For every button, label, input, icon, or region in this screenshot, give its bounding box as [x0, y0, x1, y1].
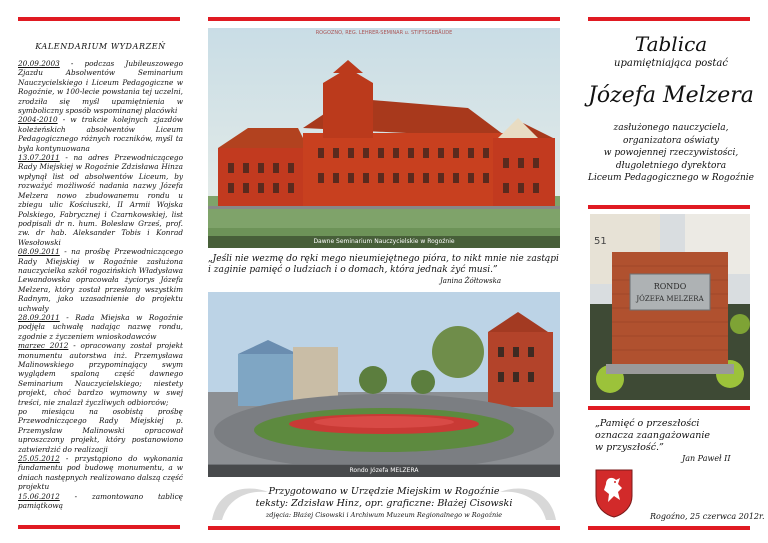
calendar-entry: po miesiącu na osobistą prośbę Przewodniczącego Rady Miejskiej p. Przemysław Malinowski opracował uproszczony projekt, który postanowiono zatwierdzić do realizacji — [18, 407, 183, 454]
calendar-entry: marzec 2012 - opracowany został projekt monumentu autorstwa inż. Przemysława Malinowskiego przypominający swym wyglądem spaloną część dawnego Seminarium Nauczycielskiego; niestety projekt, choć bardzo wymowny w swej treści, nie znalazł życzliwych odbiorców; — [18, 341, 183, 407]
left-bottom-red-bar — [18, 525, 180, 529]
calendar-entry: 25.05.2012 - przystąpiono do wykonania fundamentu pod budowę monumentu, a w dniach następnych realizowano dalszą część projektu — [18, 454, 183, 492]
title-line2: upamiętniająca postać — [614, 58, 728, 69]
left-top-red-bar — [18, 17, 180, 21]
plaque-line1: RONDO — [653, 282, 687, 291]
middle-top-red-bar — [208, 17, 560, 21]
seminary-building-illustration — [208, 28, 560, 248]
title-name: Józefa Melzera — [588, 83, 754, 108]
calendar-entries — [18, 59, 183, 511]
calendar-entry: 08.09.2011 - na prośbę Przewodniczącego Rady Miejskiej w Rogoźnie zasłużona nauczycielka szkół rogozińskich Władysława Lewandowska opracowała życiorys Józefa Melzera, który został przesłany wszystkim Radnym, jako uzasadnienie do projektu uchwały — [18, 247, 183, 313]
monument-illustration — [590, 214, 750, 400]
description: zasłużonego nauczyciela, organizatora oświaty w powojennej rzeczywistości, długoletniego dyrektora Liceum Pedagogicznego w Rogoźnie — [588, 123, 754, 183]
right-top-red-bar — [588, 17, 750, 21]
photo2-caption: Rondo Józefa MELZERA — [208, 465, 560, 477]
credits-box — [208, 480, 560, 532]
calendar-entry: 13.07.2011 - na adres Przewodniczącego Rady Miejskiej w Rogoźnie Zdzisława Hinza wpłynął list od absolwentów Liceum, by rozważyć możliwość nadania nazwy Józefa Melzera nowo zbudowanemu rondu u zbiegu ulic Kościuszki, II Armii Wojska Polskiego, Fabrycznej i Czarnkowskiej, list podpisali dr n. hum. Bolesław Grześ, prof. zw. dr hab. Aleksander Tobis i Konrad Wesołowski — [18, 153, 183, 247]
roundabout-photo — [208, 292, 560, 477]
roundabout-illustration — [208, 292, 560, 477]
main-quote: „Jeśli nie wezmę do ręki mego nieumiejętnego pióra, to nikt mnie nie zastąpi i zaginie pamięć o ludziach i o domach, która jednak żyć musi.” — [208, 254, 559, 275]
title-line1: Tablica — [634, 32, 708, 56]
title-block — [586, 32, 756, 185]
monument-photo — [590, 214, 750, 400]
credits-line1: Przygotowano w Urzędzie Miejskim w Rogoźnie — [268, 486, 500, 497]
right-bottom-red-bar — [588, 526, 750, 530]
jp2-quote: „Pamięć o przeszłości oznacza zaangażowanie w przyszłość.” — [595, 418, 711, 453]
calendar-entry: 28.09.2011 - Rada Miejska w Rogoźnie podjęła uchwałę nadając nazwę rondu, zgodnie z życzeniem wnioskodawców — [18, 312, 183, 341]
credits-line2: teksty: Zdzisław Hinz, opr. graficzne: Błażej Cisowski — [255, 498, 513, 509]
plaque-line2: JÓZEFA MELZERA — [636, 295, 704, 303]
right-mid2-red-bar — [588, 406, 750, 410]
place-date: Rogoźno, 25 czerwca 2012r. — [650, 512, 765, 521]
sign-number: 51 — [594, 236, 607, 247]
coat-of-arms-icon — [594, 468, 634, 518]
main-quote-author: Janina Żółtowska — [440, 277, 502, 285]
calendar-entry: 20.09.2003 - podczas Jubileuszowego Zjazdu Absolwentów Seminarium Nauczycielskiego i Liceum Pedagogiczne w Rogoźnie, w 100-lecie powstania tej uczelni, zrodziła się myśl upamiętnienia w symboliczny sposób wspominanej placówki — [18, 59, 183, 116]
photo1-caption: Dawne Seminarium Nauczycielskie w Rogoźnie — [208, 236, 560, 248]
credits-line3: zdjęcia: Błażej Cisowski i Archiwum Muzeum Regionalnego w Rogoźnie — [265, 511, 503, 519]
calendar-column — [18, 28, 183, 511]
seminary-building-photo — [208, 28, 560, 248]
calendar-title: KALENDARIUM WYDARZEŃ — [35, 42, 166, 51]
calendar-entry: 15.06.2012 - zamontowano tablicę pamiątkową — [18, 491, 183, 511]
jp2-quote-author: Jan Paweł II — [682, 454, 731, 463]
right-mid-red-bar — [588, 205, 750, 209]
calendar-entry: 2004-2010 - w trakcie kolejnych zjazdów koleżeńskich absolwentów Liceum Pedagogicznego różnych roczników, myśl ta była kontynuowana — [18, 115, 183, 153]
postcard-caption-text: ROGOZNO, REG. LEHRER-SEMINAR u. STIFTSGEBÄUDE — [315, 30, 453, 36]
